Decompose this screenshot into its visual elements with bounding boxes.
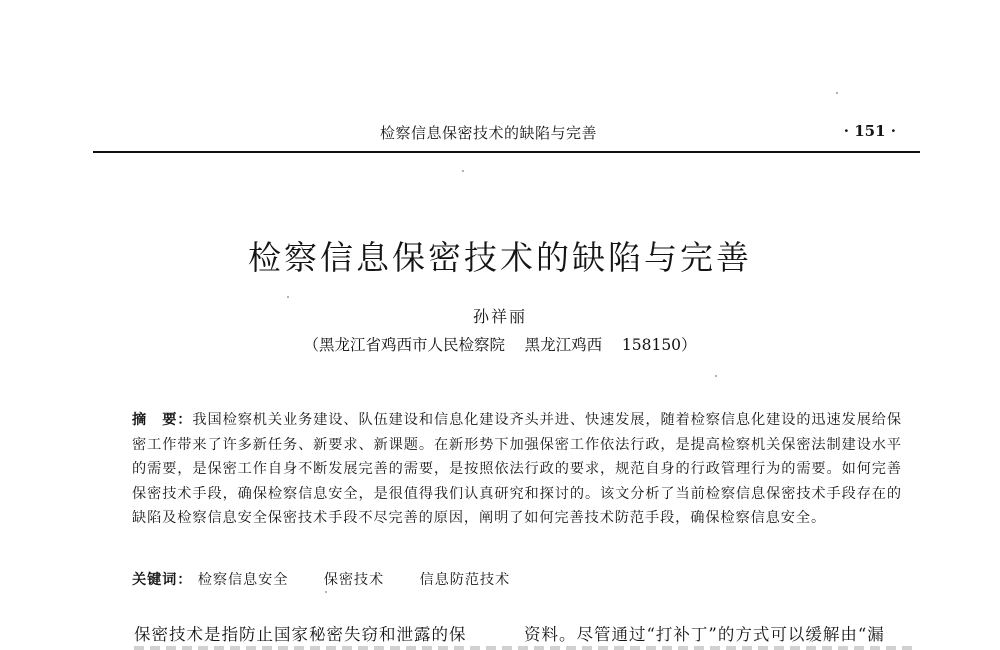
scan-speck <box>836 92 838 94</box>
keyword-item: 检察信息安全 <box>197 572 289 588</box>
scan-speck <box>325 591 327 593</box>
page-number: · 151 · <box>843 122 896 140</box>
keywords <box>132 569 902 591</box>
keyword-item: 保密技术 <box>323 572 385 588</box>
scan-speck <box>715 375 717 377</box>
paper-title: 检察信息保密技术的缺陷与完善 <box>248 238 752 277</box>
abstract <box>132 408 902 531</box>
author-affiliation: （黑龙江省鸡西市人民检察院 黑龙江鸡西 158150） <box>303 336 697 354</box>
scan-speck <box>287 296 289 298</box>
body-left-column: 保密技术是指防止国家秘密失窃和泄露的保 <box>134 625 467 644</box>
abstract-label: 摘 要： <box>132 412 193 428</box>
running-header-title: 检察信息保密技术的缺陷与完善 <box>380 124 598 142</box>
abstract-text: 我国检察机关业务建设、队伍建设和信息化建设齐头并进、快速发展，随着检察信息化建设的迅速发展给保密工作带来了许多新任务、新要求、新课题。在新形势下加强保密工作依法行政，是提高检察机关保密法制建设水平的需要，是保密工作自身不断发展完善的需要，是按照依法行政的要求，规范自身的行政管理行为的需要。如何完善保密技术手段，确保检察信息安全，是很值得我们认真研究和探讨的。该文分析了当前检察信息保密技术手段存在的缺陷及检察信息安全保密技术手段不尽完善的原因，阐明了如何完善技术防范手段，确保检察信息安全。 <box>132 412 902 526</box>
author-name: 孙祥丽 <box>472 307 527 326</box>
keyword-item: 信息防范技术 <box>419 572 511 588</box>
header-rule <box>93 151 920 153</box>
body-right-column: 资料。尽管通过“打补丁”的方式可以缓解由“漏 <box>524 625 885 644</box>
running-header <box>93 118 920 152</box>
scan-speck <box>462 170 464 172</box>
keywords-label: 关键词： <box>132 572 193 588</box>
cut-off-text-line <box>134 646 914 650</box>
